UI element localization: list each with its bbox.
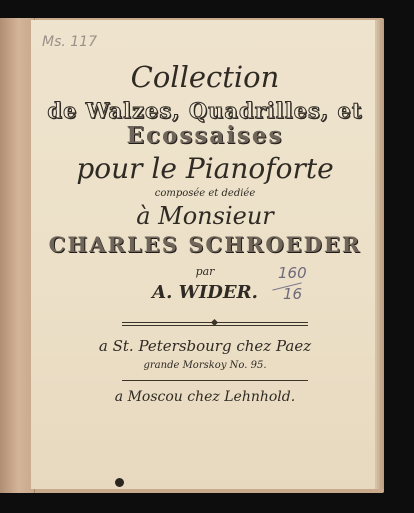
title-ecossaises: Ecossaises (126, 122, 284, 149)
pencil-price-denominator: 16 (283, 285, 303, 303)
publisher-line: a St. Petersbourg chez Paez (98, 337, 312, 355)
ink-spot (115, 478, 124, 487)
library-shelfmark: Ms. 117 (42, 34, 97, 50)
separator-rule (122, 380, 308, 381)
composer-name: A. WIDER. (152, 282, 258, 303)
pencil-price-numerator: 160 (278, 264, 307, 282)
publisher-address: grande Morskoy No. 95. (143, 360, 267, 371)
title-pour-le-pianoforte: pour le Pianoforte (76, 152, 334, 185)
book-spine-edge (0, 18, 35, 493)
par-text: par (195, 265, 215, 278)
page-fore-edge (374, 20, 384, 489)
a-monsieur-text: à Monsieur (136, 202, 274, 230)
title-collection: Collection (130, 60, 280, 94)
moscow-seller-line: a Moscou chez Lehnhold. (114, 389, 296, 405)
title-walzes-quadrilles: de Walzes, Quadrilles, et (47, 98, 363, 123)
composed-dedicated-text: composée et dediée (154, 188, 256, 199)
dedicatee-name: CHARLES SCHROEDER (48, 232, 362, 257)
